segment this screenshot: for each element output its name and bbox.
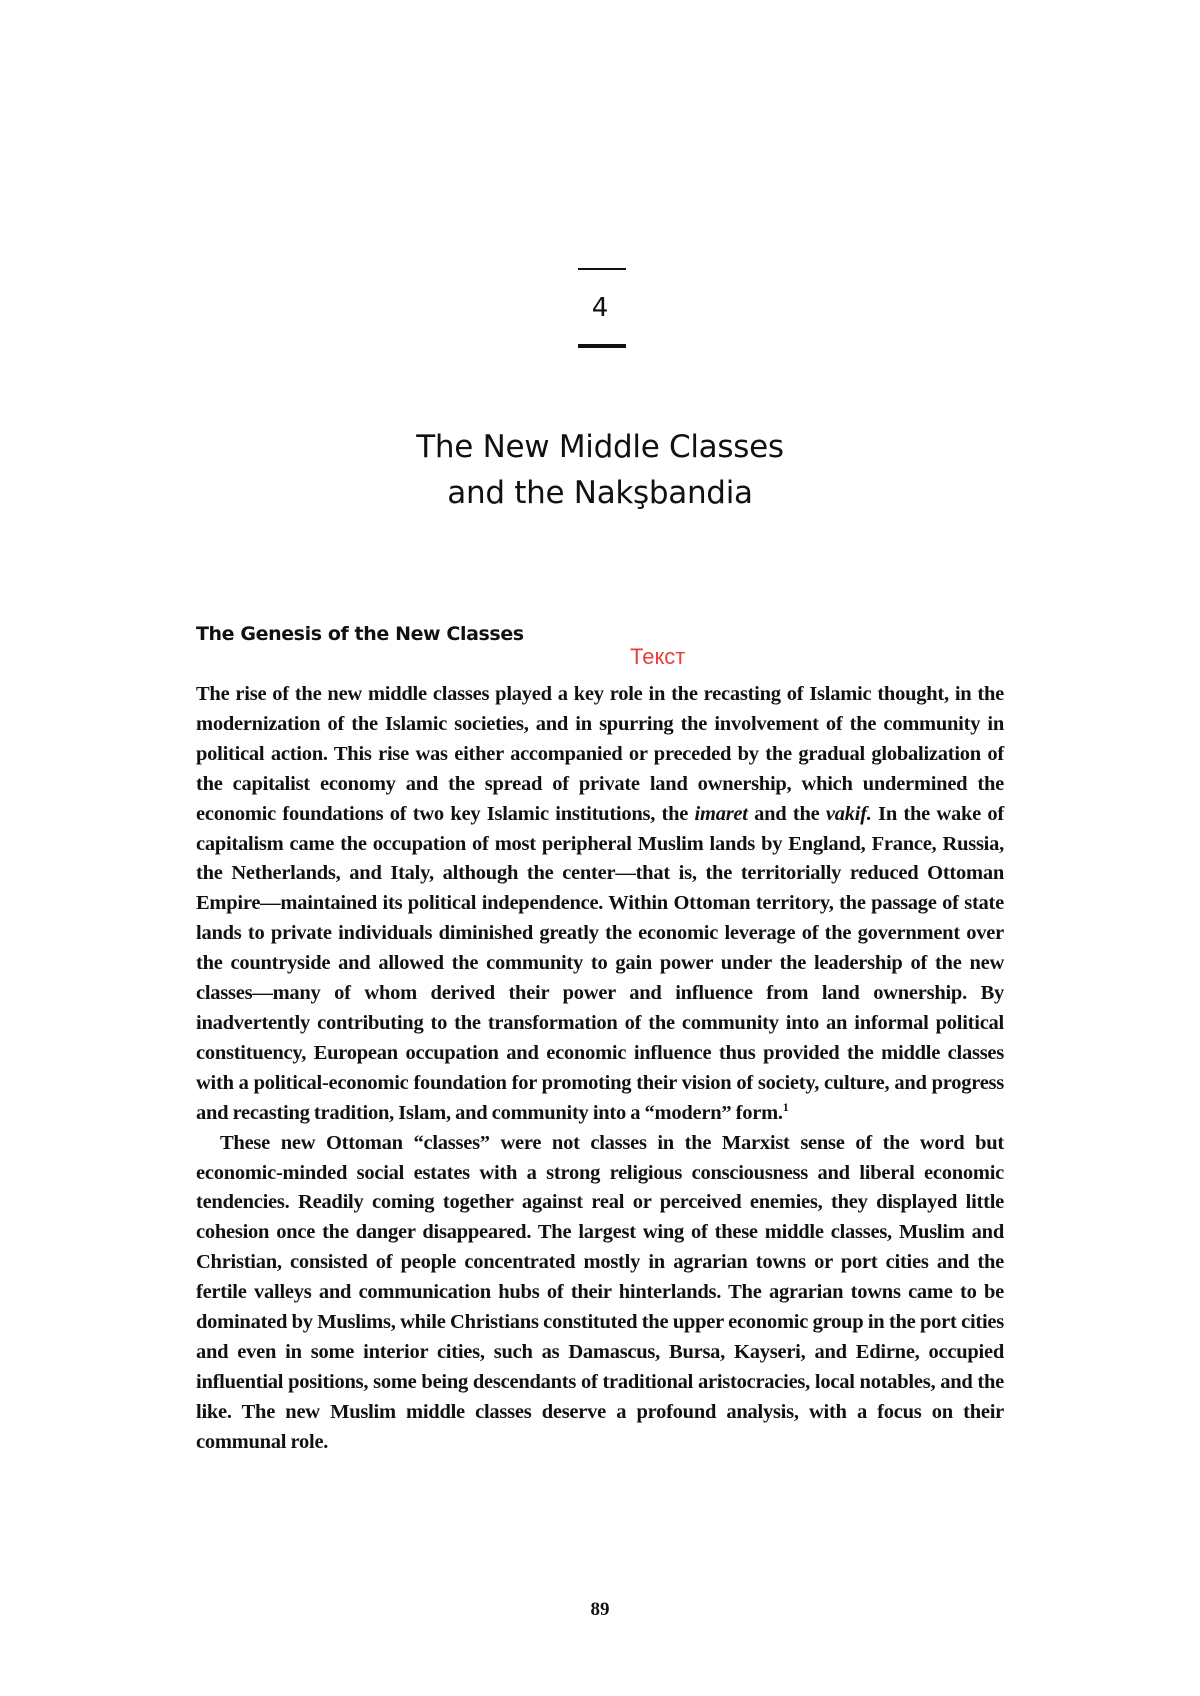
chapter-title [0,424,1200,516]
text-annotation-label: Текст [630,644,686,669]
chapter-number: 4 [591,293,609,323]
paragraph-1-text-end: In the wake of capitalism came the occupation of most peripheral Muslim lands by England, France, Russia, the Netherlands, and Italy, although the center—that is, the territorially reduced Ottoman Empire—maintained its political independence. Within Ottoman territory, the passage of state lands to private individuals diminished greatly the economic leverage of the government over the countryside and allowed the community to gain power under the leadership of the new classes—many of whom derived their power and influence from land ownership. By inadvertently contributing to the transformation of the community into an informal political constituency, European occupation and economic influence thus provided the middle classes with a political-economic foundation for promoting their vision of society, culture, and progress and recasting tradition, Islam, and community into a “modern” form. [196,802,1004,1124]
chapter-rule-top [578,268,626,270]
footnote-reference[interactable]: 1 [782,1099,789,1114]
body-text [196,680,1004,1458]
italic-term-vakif: vakif. [825,802,872,825]
section-heading: The Genesis of the New Classes [196,623,524,645]
paragraph-2: These new Ottoman “classes” were not classes in the Marxist sense of the word but economic-minded social estates with a strong religious consciousness and liberal economic tendencies. Readily coming together against real or perceived enemies, they displayed little cohesion once the danger disappeared. The largest wing of these middle classes, Muslim and Christian, consisted of people concentrated mostly in agrarian towns or port cities and the fertile valleys and communication hubs of their hinterlands. The agrarian towns came to be dominated by Muslims, while Christians constituted the upper economic group in the port cities and even in some interior cities, such as Damascus, Bursa, Kayseri, and Edirne, occupied influential positions, some being descendants of traditional aristocracies, local notables, and the like. The new Muslim middle classes deserve a profound analysis, with a focus on their communal role. [196,1131,1004,1453]
paragraph-1-text-start: The rise of the new middle classes played a key role in the recasting of Islamic thought, in the modernization of the Islamic societies, and in spurring the involvement of the community in political action. This rise was either accompanied or preceded by the gradual globalization of the capitalist economy and the spread of private land ownership, which undermined the economic foundations of two key Islamic institutions, the [196,683,1004,825]
chapter-title-line-1: The New Middle Classes [416,429,784,465]
page-number: 89 [590,1599,610,1620]
paragraph-1 [196,680,1004,1129]
italic-term-imaret: imaret [694,802,748,825]
paragraph-1-text-between: and the [747,802,826,825]
chapter-title-line-2: and the Nakşbandia [447,475,753,511]
chapter-rule-bottom [578,344,626,348]
